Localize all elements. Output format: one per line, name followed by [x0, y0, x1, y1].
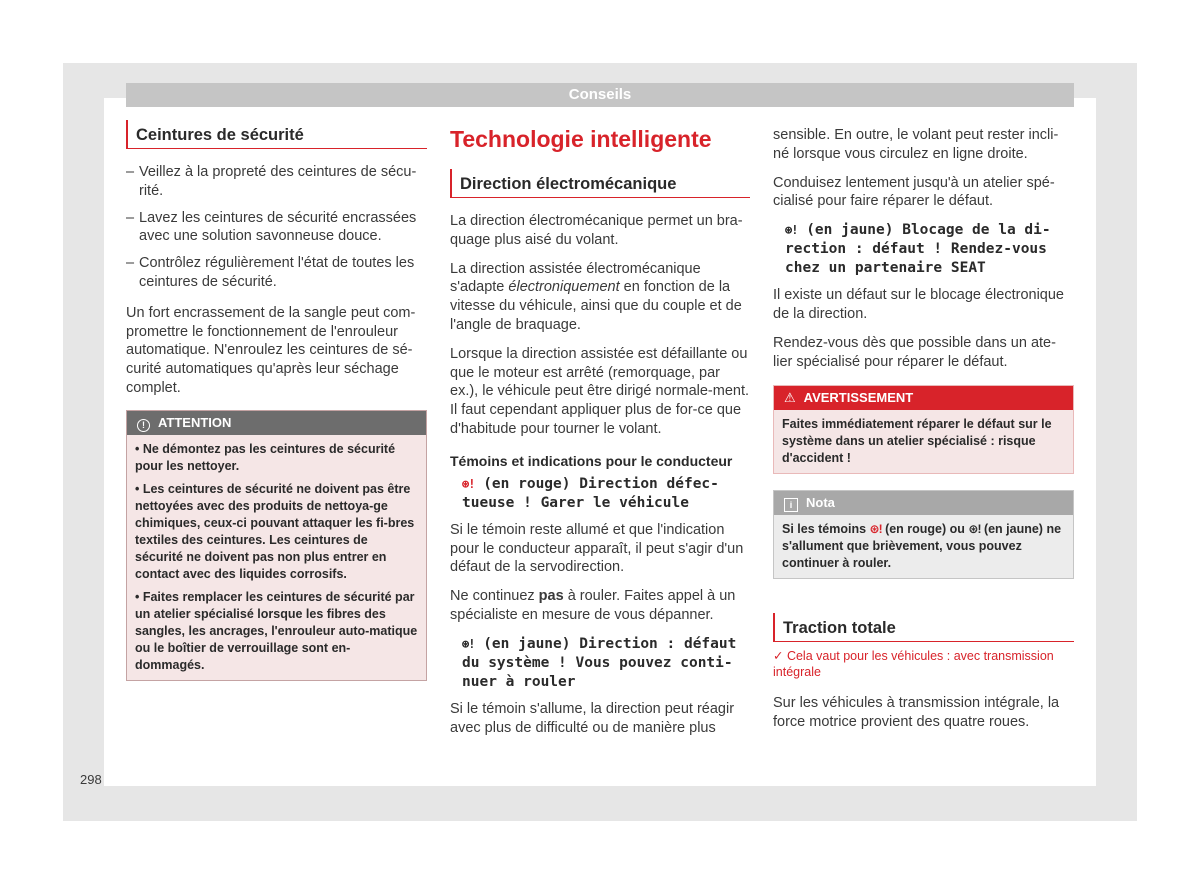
warning-triangle-icon: ⚠: [784, 390, 796, 406]
attention-title: ATTENTION: [158, 414, 232, 430]
paragraph: Il existe un défaut sur le blocage électronique de la direction.: [773, 287, 1064, 322]
paragraph: La direction assistée électromécanique s'adapte électroniquement en fonction de la vitesse du véhicule, ainsi que du couple et de l'angle de braquage.: [450, 260, 742, 333]
section-header: Conseils: [126, 83, 1074, 107]
note-box: [773, 490, 1074, 579]
paragraph: Conduisez lentement jusqu'à un atelier spé-cialisé pour faire réparer le défaut.: [773, 174, 1055, 210]
attention-item: • Les ceintures de sécurité ne doivent pas être nettoyées avec des produits de nettoya-ge chimiques, ceux-ci pouvant attaquer les fi-bres textiles des ceintures. Les ceintures de sécurité ne doivent pas non plus entrer en contact avec des liquides corrosifs.: [135, 481, 415, 581]
subheading-indicators: Témoins et indications pour le conducteur: [450, 452, 733, 469]
paragraph: sensible. En outre, le volant peut rester incli-né lorsque vous circulez en ligne droite.: [773, 127, 1059, 162]
paragraph: Si le témoin s'allume, la direction peut réagir avec plus de difficulté ou de manière plus: [450, 700, 735, 736]
note-title: Nota: [806, 495, 835, 511]
paragraph: La direction électromécanique permet un bra-quage plus aisé du volant.: [450, 213, 743, 248]
attention-header: [127, 411, 426, 435]
list-item: – Veillez à la propreté des ceintures de sécu-rité.: [126, 163, 427, 201]
seat-belt-list: [126, 163, 427, 292]
exclamation-icon: !: [137, 419, 150, 432]
column-right: [773, 126, 1074, 742]
steering-warning-icon: ⊛!: [968, 522, 981, 537]
note-header: [774, 491, 1073, 515]
heading-steering: Direction électromécanique: [450, 169, 750, 198]
page-number: 298: [80, 772, 102, 787]
paragraph: Un fort encrassement de la sangle peut com-promettre le fonctionnement de l'enrouleur automatique. N'enroulez les ceintures de sé-curité automatiques qu'après leur séchage complet.: [126, 304, 416, 396]
page-title: Technologie intelligente: [450, 126, 712, 152]
message-yellow: ⊛! (en jaune) Direction : défaut du système ! Vous pouvez conti-nuer à rouler: [462, 635, 737, 690]
message-red: ⊛! (en rouge) Direction défec-tueuse ! Garer le véhicule: [462, 475, 719, 511]
paragraph: Ne continuez pas à rouler. Faites appel à un spécialiste en mesure de vous dépanner.: [450, 588, 736, 623]
steering-warning-icon: ⊛!: [462, 636, 475, 651]
column-middle: [450, 120, 750, 747]
paragraph: Lorsque la direction assistée est défaillante ou que le moteur est arrêté (remorquage, par ex.), le véhicule peut être dirigé normale-ment. Il faut cependant appliquer plus de for-ce que d'habitude pour tourner le volant.: [450, 345, 750, 437]
steering-lock-icon: ⊛!: [785, 223, 798, 238]
info-icon: i: [784, 498, 798, 512]
steering-warning-icon: ⊛!: [869, 522, 882, 537]
list-item: – Lavez les ceintures de sécurité encrassées avec une solution savonneuse douce.: [126, 209, 427, 247]
steering-warning-icon: ⊛!: [462, 476, 475, 491]
attention-box: [126, 410, 427, 681]
warning-body: Faites immédiatement réparer le défaut sur le système dans un atelier spécialisé : risque d'accident !: [782, 417, 1052, 466]
attention-item: • Faites remplacer les ceintures de sécurité par un atelier spécialisé lorsque les fibres des sangles, les ancrages, l'enrouleur auto-matique ou le boîtier de verrouillage sont en-dommagés.: [135, 589, 418, 672]
warning-box: [773, 385, 1074, 474]
message-yellow: ⊛! (en jaune) Blocage de la di-rection : défaut ! Rendez-vous chez un partenaire SEAT: [785, 222, 1051, 277]
list-item: – Contrôlez régulièrement l'état de toutes les ceintures de sécurité.: [126, 254, 427, 292]
heading-awd: Traction totale: [773, 613, 1074, 642]
paragraph: Rendez-vous dès que possible dans un ate-lier spécialisé pour réparer le défaut.: [773, 334, 1056, 370]
paragraph: Si le témoin reste allumé et que l'indication pour le conducteur apparaît, il peut s'agir d'un défaut de la servodirection.: [450, 521, 744, 576]
column-left: [126, 120, 427, 695]
attention-body: [127, 435, 426, 680]
note-body: Si les témoins ⊛! (en rouge) ou ⊛! (en jaune) ne s'allument que brièvement, vous pouvez continuer à rouler.: [782, 522, 1062, 571]
warning-header: [774, 386, 1073, 410]
attention-item: • Ne démontez pas les ceintures de sécurité pour les nettoyer.: [135, 441, 396, 473]
heading-seat-belts: Ceintures de sécurité: [126, 120, 427, 149]
warning-title: AVERTISSEMENT: [803, 390, 914, 406]
applies-note: ✓ Cela vaut pour les véhicules : avec transmission intégrale: [773, 649, 1054, 680]
paragraph: Sur les véhicules à transmission intégrale, la force motrice provient des quatre roues.: [773, 695, 1060, 731]
